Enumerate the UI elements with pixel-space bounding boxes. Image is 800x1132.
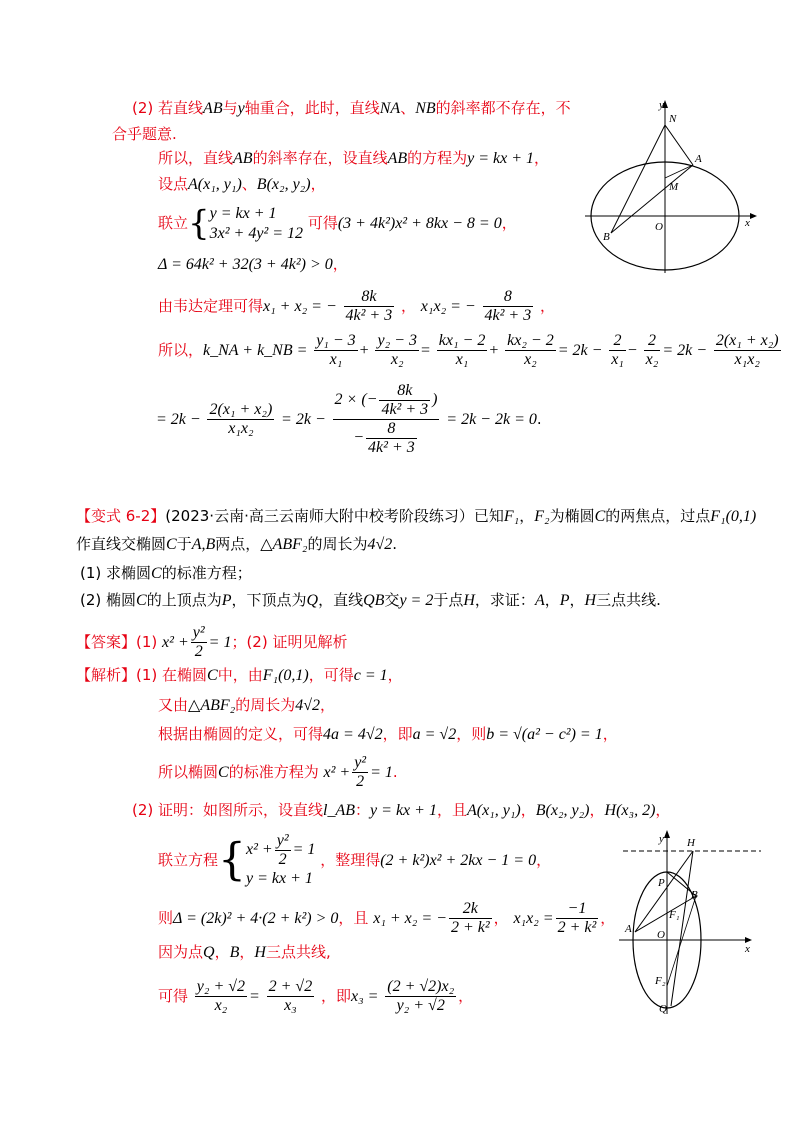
label-O-2: O bbox=[657, 929, 665, 941]
solution-line-final: = 2k − $\frac{\text{2(x₁ + x₂)}}{\text{x₁x₂}}$ = 2k − 2 × (− $\frac{8k}{\text{4k² + 3}}$ ) − $\frac{8}{\text{4k² + 3}}$ = 2k − 2k = 0. bbox=[156, 382, 542, 456]
segment-AB bbox=[611, 165, 693, 233]
analysis-line-4: 所以椭圆C的标准方程为 x² + $\frac{\text{y²}}{2}$ = 1. bbox=[158, 754, 398, 790]
label-x: x bbox=[745, 217, 750, 229]
analysis-p2-collinear: 因为点Q，B，H三点共线, bbox=[158, 943, 331, 961]
label-y: y bbox=[659, 99, 664, 111]
label-A: A bbox=[695, 153, 702, 165]
variant-line-2: 作直线交椭圆C于A,B两点，△ABF₂的周长为4√2. bbox=[76, 535, 398, 553]
solution-line-ksum: 所以，k_NA + k_NB = $\frac{\text{y₁ − 3}}{\text{x₁}}$ + $\frac{\text{y₂ − 3}}{\text{x₂}}$ = $\frac{\text{kx₁ − 2}}{\text{x₁}}$ + $\frac{\text{kx₂ − 2}}{\text{x₂}}$ = 2k − $\frac{2}{\text{x₁}}$ − $\frac{2}{\text{x₂}}$ = 2k − $\frac{\text{2(x₁ + x₂)}}{\text{x₁x₂}}$ bbox=[158, 332, 779, 368]
ellipse-figure-2 bbox=[615, 828, 765, 1018]
label-A-2: A bbox=[625, 923, 632, 935]
answer-line: 【答案】(1) x² + $\frac{\text{y²}}{2}$ = 1；(2) 证明见解析 bbox=[76, 624, 348, 660]
question-2: (2) 椭圆C的上顶点为P，下顶点为Q，直线QB交y = 2于点H，求证：A，P，H三点共线. bbox=[80, 591, 661, 609]
label-P: P bbox=[658, 877, 665, 889]
solution-line-system: 联立{ y = kx + 1 3x² + 4y² = 12 可得(3 + 4k²)x² + 8kx − 8 = 0， bbox=[158, 203, 517, 244]
label-O: O bbox=[655, 221, 663, 233]
segment-AB-2 bbox=[635, 896, 696, 932]
solution-line-delta: Δ = 64k² + 32(3 + 4k²) > 0， bbox=[158, 255, 348, 273]
x-arrow-1 bbox=[750, 213, 757, 219]
segment-NA bbox=[665, 125, 693, 165]
segment-QH bbox=[671, 851, 693, 1006]
ellipse-figure-1 bbox=[585, 98, 765, 278]
solution-line-p2-cont: 合乎题意. bbox=[112, 125, 177, 143]
solution-line-vieta: 由韦达定理可得x₁ + x₂ = − $\frac{8k}{\text{4k² + 3}}$ ， x₁x₂ = − $\frac{8}{\text{4k² + 3}}$ ， bbox=[158, 288, 555, 324]
analysis-p2-line-1: (2) 证明：如图所示，设直线l_AB：y = kx + 1，且A(x₁, y₁)，B(x₂, y₂)，H(x₃, 2)， bbox=[132, 801, 671, 819]
analysis-p2-system: 联立方程{ x² + $\frac{\text{y²}}{2}$ = 1 y = kx + 1 ，整理得(2 + k²)x² + 2kx − 1 = 0， bbox=[158, 832, 552, 887]
analysis-line-2: 又由△ABF₂的周长为4√2， bbox=[158, 696, 336, 714]
segment-NB bbox=[611, 125, 665, 233]
label-H: H bbox=[687, 837, 695, 849]
analysis-line-3: 根据由椭圆的定义，可得4a = 4√2，即a = √2，则b = √(a² − c²) = 1， bbox=[158, 725, 618, 743]
label-x-2: x bbox=[745, 943, 750, 955]
label-Q: Q bbox=[659, 1003, 667, 1015]
label-F2: F₂ bbox=[655, 975, 666, 987]
analysis-p2-ratio: 可得 $\frac{\text{y₂ + √2}}{\text{x₂}}$ = $\frac{2 + √2}{\text{x₃}}$ ，即x₃ = $\frac{\text{(2 + √2)x₂}}{\text{y₂ + √2}}$ ， bbox=[158, 978, 474, 1014]
variant-line-1: 【变式 6-2】(2023·云南·高三云南师大附中校考阶段练习）已知F₁，F₂为椭圆C的两焦点，过点F₁(0,1) bbox=[76, 507, 757, 525]
label-N: N bbox=[669, 113, 677, 125]
label-B: B bbox=[603, 231, 610, 243]
analysis-line-1: 【解析】(1) 在椭圆C中，由F₁(0,1)，可得c = 1， bbox=[76, 666, 403, 684]
solution-line-p2: (2) 若直线AB与y轴重合，此时，直线NA、NB的斜率都不存在，不 bbox=[132, 99, 571, 117]
solution-line-points: 设点A(x₁, y₁)、B(x₂, y₂)， bbox=[158, 175, 326, 193]
label-y-2: y bbox=[659, 833, 664, 845]
y-arrow-2 bbox=[664, 830, 670, 838]
question-1: (1) 求椭圆C的标准方程； bbox=[80, 564, 252, 582]
analysis-p2-delta: 则Δ = (2k)² + 4·(2 + k²) > 0，且 x₁ + x₂ = − $\frac{2k}{\text{2 + k²}}$ ， x₁x₂ = $\frac{-1}{\text{2 + k²}}$ ， bbox=[158, 900, 616, 936]
label-M: M bbox=[669, 181, 679, 193]
label-B-2: B bbox=[691, 889, 698, 901]
solution-line-slope: 所以，直线AB的斜率存在，设直线AB的方程为y = kx + 1， bbox=[158, 149, 550, 167]
label-F1: F₁ bbox=[669, 909, 680, 921]
